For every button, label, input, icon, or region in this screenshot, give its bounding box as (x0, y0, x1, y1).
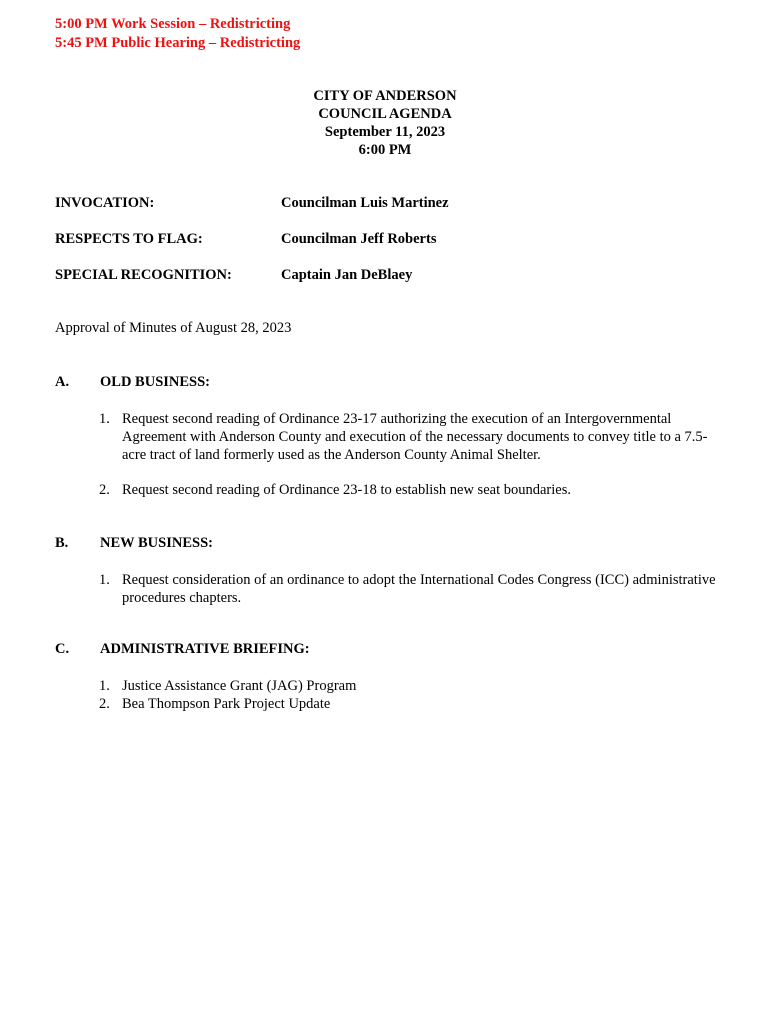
item-text: Request consideration of an ordinance to adopt the International Codes Congress (ICC) administrative procedures chapters. (122, 572, 716, 606)
agenda-header (0, 87, 770, 159)
invocation-row (55, 195, 449, 212)
agenda-time: 6:00 PM (358, 142, 412, 158)
item-number: 1. (99, 572, 110, 588)
list-item (99, 677, 719, 695)
section-letter: B. (55, 535, 69, 551)
special-recognition-name: Captain Jan DeBlaey (281, 267, 413, 283)
list-item (99, 571, 719, 607)
list-item (99, 695, 719, 713)
item-text: Request second reading of Ordinance 23-17 authorizing the execution of an Intergovernmental Agreement with Anderson County and execution of the necessary documents to convey title to a 7.5-acre tract of land formerly used as the Anderson County Animal Shelter. (122, 411, 708, 463)
invocation-label: INVOCATION: (55, 195, 155, 211)
city-name: CITY OF ANDERSON (313, 88, 457, 104)
special-recognition-label: SPECIAL RECOGNITION: (55, 267, 232, 283)
agenda-date: September 11, 2023 (324, 124, 446, 140)
section-new-business (55, 535, 213, 552)
section-title: ADMINISTRATIVE BRIEFING: (100, 641, 310, 657)
section-letter: A. (55, 374, 70, 390)
approval-of-minutes: Approval of Minutes of August 28, 2023 (55, 320, 292, 336)
list-item (99, 410, 719, 464)
item-text: Bea Thompson Park Project Update (122, 696, 331, 712)
respects-to-flag-name: Councilman Jeff Roberts (281, 231, 437, 247)
section-old-business (55, 374, 210, 391)
section-administrative-briefing (55, 641, 310, 658)
item-number: 2. (99, 696, 110, 712)
list-item (99, 481, 719, 499)
section-letter: C. (55, 641, 70, 657)
item-number: 1. (99, 411, 110, 427)
respects-to-flag-label: RESPECTS TO FLAG: (55, 231, 203, 247)
item-number: 1. (99, 678, 110, 694)
respects-to-flag-row (55, 231, 437, 248)
item-text: Request second reading of Ordinance 23-18 to establish new seat boundaries. (122, 482, 571, 498)
invocation-name: Councilman Luis Martinez (281, 195, 449, 211)
item-text: Justice Assistance Grant (JAG) Program (122, 678, 357, 694)
special-recognition-row (55, 267, 413, 284)
item-number: 2. (99, 482, 110, 498)
section-title: OLD BUSINESS: (100, 374, 210, 390)
agenda-title: COUNCIL AGENDA (318, 106, 452, 122)
public-hearing-notice: 5:45 PM Public Hearing – Redistricting (55, 35, 301, 51)
work-session-notice: 5:00 PM Work Session – Redistricting (55, 16, 291, 32)
section-title: NEW BUSINESS: (100, 535, 213, 551)
